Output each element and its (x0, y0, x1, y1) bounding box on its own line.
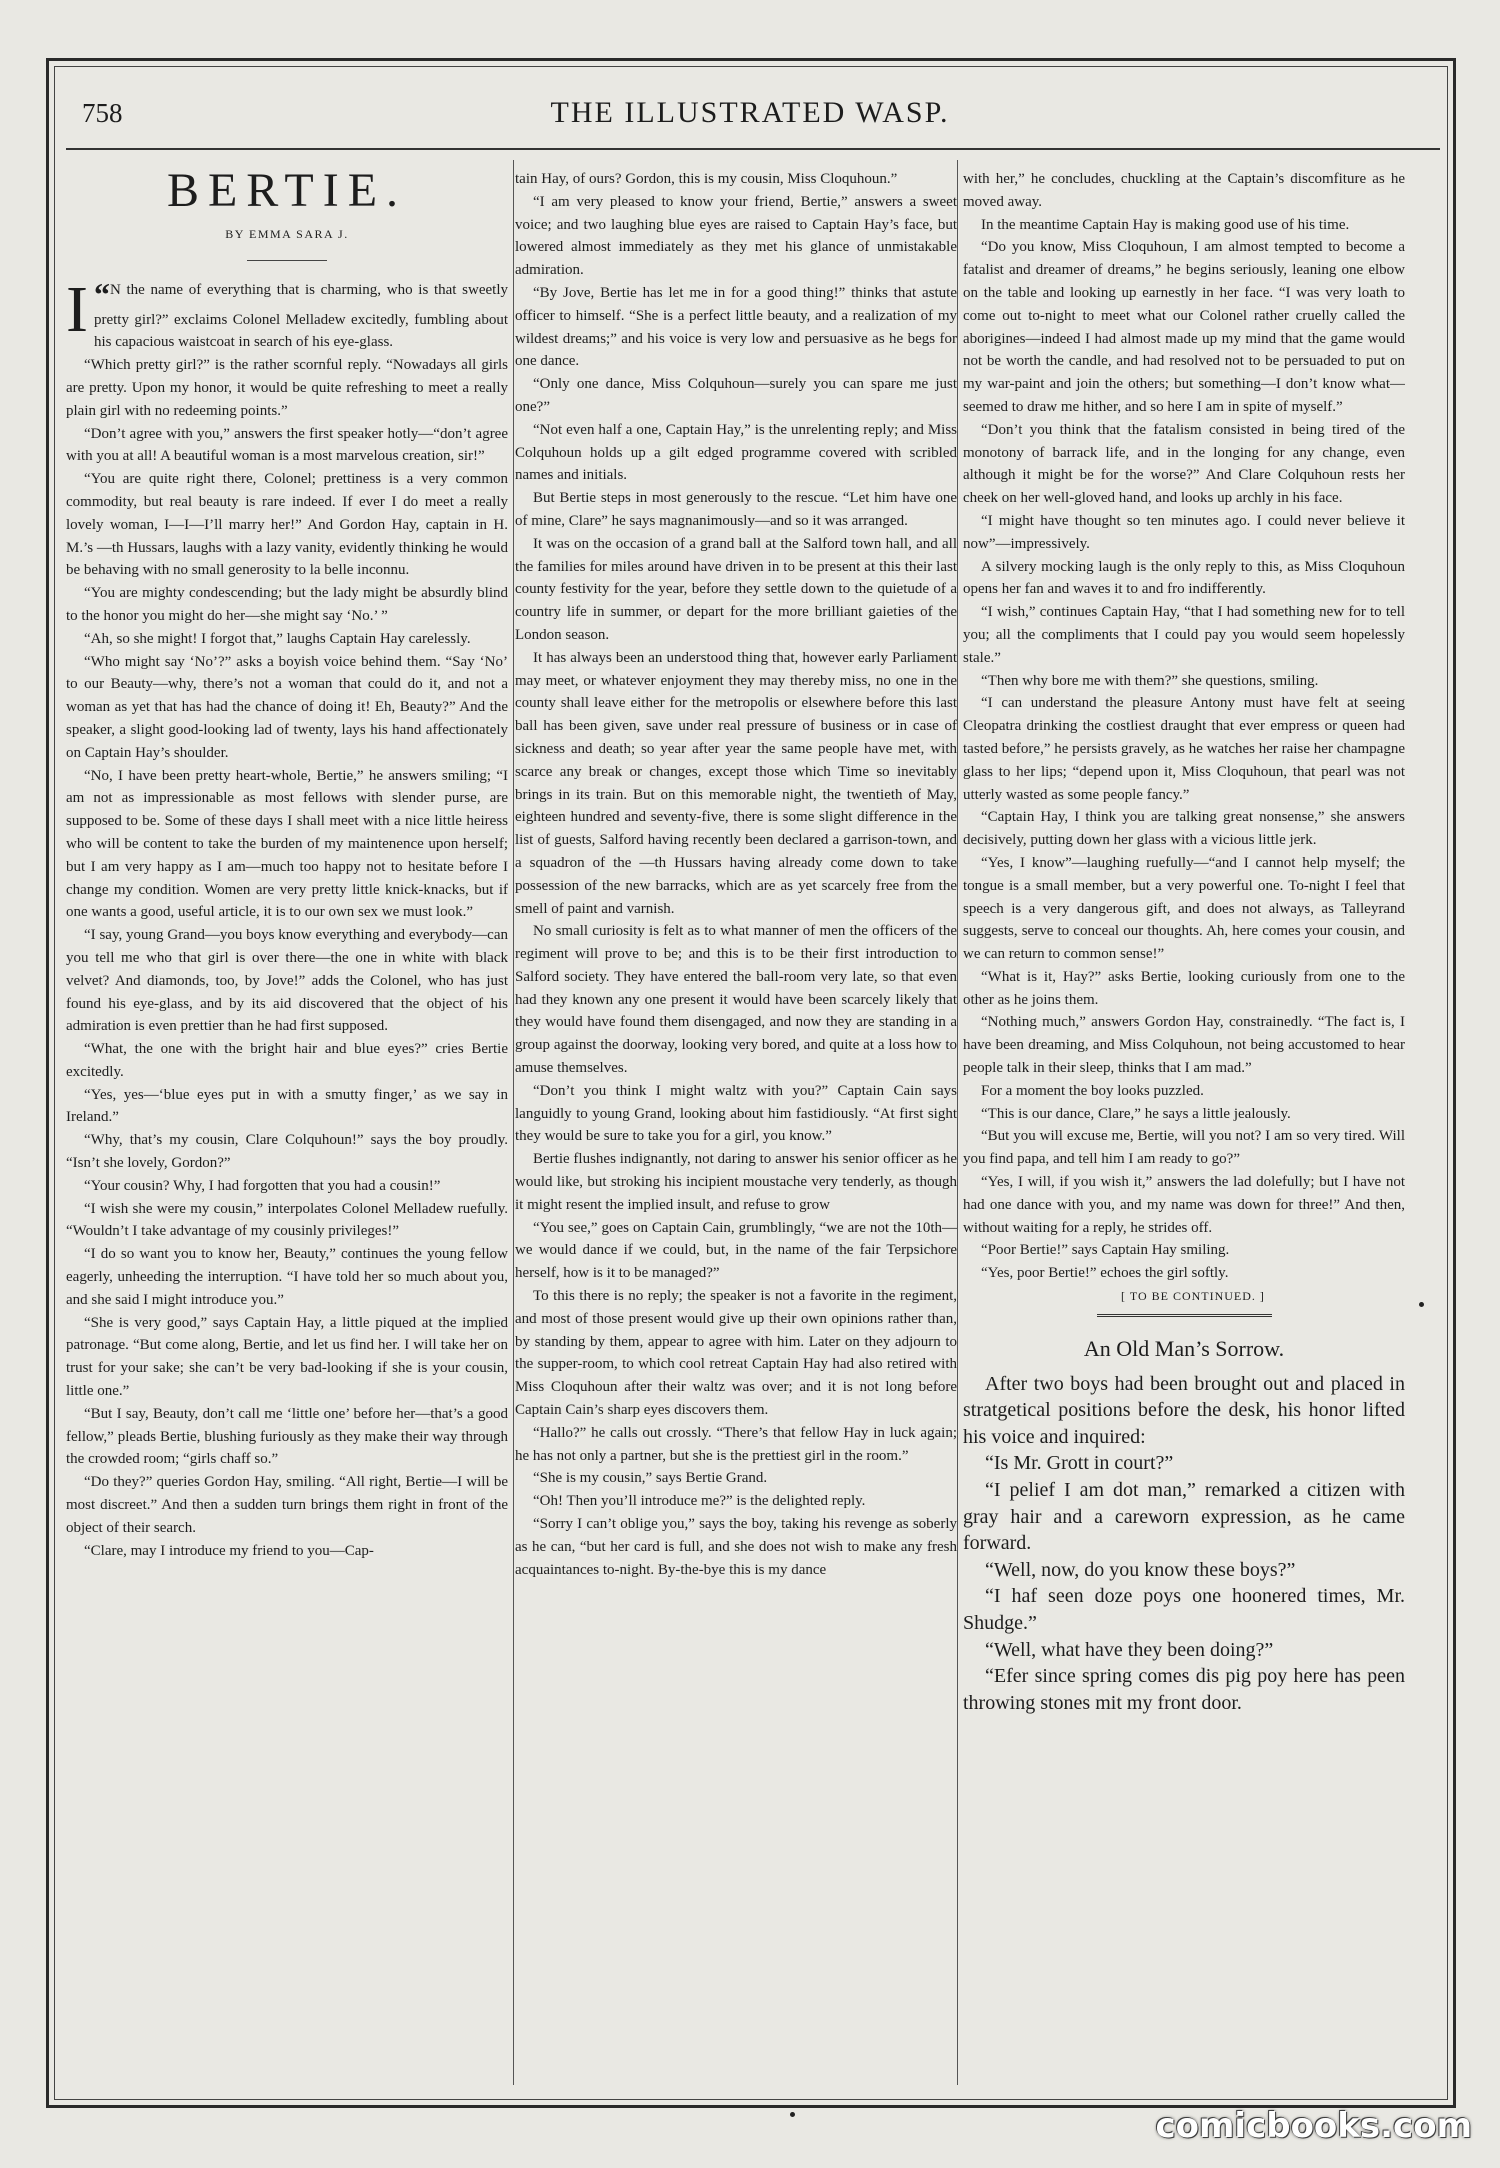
article-paragraph: But Bertie steps in most generously to the rescue. “Let him have one of mine, Clare” he says magnanimously—and so it was arranged. (515, 490, 957, 529)
article-paragraph: “Don’t you think that the fatalism consisted in being tired of the monotony of barrack life, and in the longing for any change, even although it might be for the worse?” And Clare Colquhoun rests her cheek on her well-gloved hand, and looks up archly in his face. (963, 421, 1405, 507)
article-paragraph: “You are mighty condescending; but the lady might be absurdly blind to the honor you might do her—she might say ‘No.’ ” (66, 585, 508, 624)
article-paragraph: “Yes, poor Bertie!” echoes the girl softly. (981, 1265, 1229, 1282)
article-paragraph: “You are quite right there, Colonel; prettiness is a very common commodity, but real beauty is rare indeed. If ever I do meet a really lovely woman, I—I—I’ll marry her!” And Gordon Hay, captain in H. M.’s —th Hussars, laughs with a lazy vanity, evidently thinking he would be behaving with no small generosity to la belle inconnu. (66, 471, 508, 579)
article-paragraph: Bertie flushes indignantly, not daring to answer his senior officer as he would like, but stroking his incipient moustache very tenderly, as though it might resent the implied insult, and refuse to grow (515, 1151, 957, 1213)
article-paragraph: “Yes, I know”—laughing ruefully—“and I cannot help myself; the tongue is a small member, but a very powerful one. To-night I feel that speech is a very dangerous gift, and does not always, as Talleyrand suggests, serve to conceal our thoughts. Ah, here comes your cousin, and we can return to common sense!” (963, 854, 1405, 963)
article-column-3 (963, 168, 1405, 2088)
opening-text: N the name of everything that is charming, who is that sweetly pretty girl?” exclaims Colonel Melladew excitedly, fumbling about his capacious waistcoat in search of his eye-glass. (93, 281, 508, 351)
article-paragraph: “Do you know, Miss Cloquhoun, I am almost tempted to become a fatalist and dreamer of dreams,” he begins seriously, leaning one elbow on the table and looking up earnestly in her face. “I was very loath to come out to-night to meet what our Colonel rather cruelly called the aborigines—indeed I had almost made up my mind that the game would not be worth the candle, and had resolved not to be persuaded to put on my war-paint and join the others; but something—I don’t know what—seemed to draw me hither, and so here I am in spite of myself.” (963, 239, 1405, 415)
column-1-body (66, 354, 508, 1562)
article-paragraph: “Captain Hay, I think you are talking great nonsense,” she answers decisively, putting down her glass with a vicious little jerk. (963, 809, 1405, 849)
story-title: An Old Man’s Sorrow. (1083, 1335, 1285, 1361)
article-paragraph: “This is our dance, Clare,” he says a little jealously. (981, 1105, 1291, 1122)
opening-quote: “ (93, 275, 110, 312)
article-paragraph: “Why, that’s my cousin, Clare Colquhoun!” says the boy proudly. “Isn’t she lovely, Gordon?” (66, 1132, 508, 1172)
story-paragraph: “Is Mr. Grott in court?” (985, 1452, 1174, 1475)
byline-rule (247, 260, 327, 261)
article-paragraph: “Sorry I can’t oblige you,” says the boy, taking his revenge as soberly as he can, “but her card is full, and she does not wish to make any fresh acquaintances to-night. By-the-bye this is my dance (515, 1516, 957, 1578)
header-rule (66, 148, 1440, 150)
article-paragraph: “But you will excuse me, Bertie, will you not? I am so very tired. Will you find papa, and tell him I am ready to go?” (963, 1128, 1405, 1168)
article-paragraph: In the meantime Captain Hay is making good use of his time. (981, 216, 1350, 233)
article-paragraph: “By Jove, Bertie has let me in for a good thing!” thinks that astute officer to himself. “She is a perfect little beauty, and a realization of my wildest dreams;” and his voice is very low and persuasive as he begs for one dance. (515, 284, 957, 370)
article-paragraph: “Poor Bertie!” says Captain Hay smiling. (981, 1242, 1230, 1259)
story-paragraph: After two boys had been brought out and placed in stratgetical positions before the desk, his honor lifted his voice and inquired: (963, 1372, 1405, 1448)
article-paragraph: “She is my cousin,” says Bertie Grand. (533, 1470, 768, 1487)
article-column-2 (515, 168, 957, 2088)
section-divider (1097, 1314, 1272, 1320)
column-divider-1 (513, 160, 514, 2085)
article-paragraph: “Not even half a one, Captain Hay,” is the unrelenting reply; and Miss Colquhoun holds up a gilt edged programme covered with scribled names and initials. (515, 421, 957, 484)
article-paragraph: “I am very pleased to know your friend, Bertie,” answers a sweet voice; and two laughing blue eyes are raised to Captain Hay’s face, but lowered almost immediately as they met his glance of unmistakable admiration. (515, 193, 957, 279)
column-3-body (963, 168, 1405, 1285)
story-body (963, 1371, 1405, 1717)
watermark-logo: comicbooks.com (1155, 2106, 1472, 2146)
article-paragraph: It has always been an understood thing that, however early Parliament may meet, or whatever enjoyment they may thereby miss, no one in the county shall leave either for the metropolis or elsewhere before this last ball has been given, save under real pressure of business or in case of sickness and death; so year after year the same people have met, with scarce any break or changes, except those which Time so inevitably brings in its train. But on this memorable night, the twentieth of May, eighteen hundred and seventy-five, there is some slight difference in the list of guests, Salford having recently been declared a garrison-town, and a squadron of the —th Hussars having already come down to take possession of the new barracks, which are as yet scarcely free from the smell of paint and varnish. (515, 649, 957, 917)
article-paragraph: tain Hay, of ours? Gordon, this is my cousin, Miss Cloquhoun.” (515, 171, 898, 187)
article-paragraph: “Don’t agree with you,” answers the first speaker hotly—“don’t agree with you at all! A beautiful woman is a most marvelous creation, sir!” (66, 425, 508, 465)
article-paragraph: For a moment the boy looks puzzled. (981, 1082, 1204, 1099)
article-paragraph: “I wish she were my cousin,” interpolates Colonel Melladew ruefully. “Wouldn’t I take advantage of my cousinly privileges!” (66, 1200, 508, 1240)
drop-cap: I (66, 272, 88, 346)
article-paragraph: “No, I have been pretty heart-whole, Bertie,” he answers smiling; “I am not as impressionable as most fellows with slender purse, are supposed to be. Some of these days I shall meet with a nice little heiress who will be content to take the burden of my maintenence upon herself; but I am very happy as I am—much too happy not to hesitate before I change my condition. Women are very pretty little knick-knacks, but if one wants a good, useful article, it is to our own sex we must look.” (66, 767, 508, 921)
article-paragraph: “What is it, Hay?” asks Bertie, looking curiously from one to the other as he joins them. (963, 968, 1405, 1008)
column-divider-2 (957, 160, 958, 2085)
to-be-continued: [ TO BE CONTINUED. ] (1121, 1289, 1265, 1304)
article-paragraph: “You see,” goes on Captain Cain, grumblingly, “we are not the 10th—we would dance if we could, but, in the name of the fair Terpsichore herself, how is it to be managed?” (515, 1219, 957, 1282)
article-paragraph: “Which pretty girl?” is the rather scornful reply. “Nowadays all girls are pretty. Upon my honor, it would be quite refreshing to meet a really plain girl with no redeeming points.” (66, 357, 508, 419)
article-column-1 (66, 168, 508, 2088)
article-paragraph: “Nothing much,” answers Gordon Hay, constrainedly. “The fact is, I have been dreaming, and Miss Colquhoun, not being accustomed to hear people talk in their sleep, thinks that I am mad.” (963, 1014, 1405, 1077)
opening-paragraph (66, 272, 508, 355)
column-2-body (515, 168, 957, 1581)
article-paragraph: “She is very good,” says Captain Hay, a little piqued at the implied patronage. “But come along, Bertie, and let us find her. I will take her on trust for your sake; she can’t be very bad-looking if she is your cousin, little one.” (66, 1314, 508, 1400)
article-title: BERTIE. (166, 168, 408, 217)
article-paragraph: “I say, young Grand—you boys know everything and everybody—can you tell me who that girl is over there—the one in white with black velvet? And diamonds, too, by Jove!” adds the Colonel, who has just found his eye-glass, and by its aid discovered that the object of his admiration is even prettier than he had first supposed. (66, 927, 508, 1035)
article-paragraph: “Only one dance, Miss Colquhoun—surely you can spare me just one?” (515, 376, 957, 415)
article-paragraph: A silvery mocking laugh is the only reply to this, as Miss Cloquhoun opens her fan and waves it to and fro indifferently. (963, 558, 1405, 598)
article-paragraph: “Hallo?” he calls out crossly. “There’s that fellow Hay in luck again; he has not only a partner, but she is the prettiest girl in the room.” (515, 1424, 957, 1464)
article-paragraph: “Clare, may I introduce my friend to you—Cap- (84, 1542, 374, 1559)
article-paragraph: “But I say, Beauty, don’t call me ‘little one’ before her—that’s a good fellow,” pleads Bertie, blushing furiously as they make their way through the crowded room; “girls chaff so.” (66, 1405, 508, 1468)
article-paragraph: “I can understand the pleasure Antony must have felt at seeing Cleopatra drinking the costliest draught that ever empress or queen had tasted before,” he persists gravely, as he watches her raise her champagne glass to her lips; “depend upon it, Miss Cloquhoun, that pearl was not utterly wasted as some people fancy.” (963, 695, 1405, 803)
article-paragraph: “Yes, yes—‘blue eyes put in with a smutty finger,’ as we say in Ireland.” (66, 1086, 508, 1126)
article-paragraph: “Oh! Then you’ll introduce me?” is the delighted reply. (533, 1493, 866, 1510)
running-title: THE ILLUSTRATED WASP. (550, 96, 950, 129)
story-paragraph: “Well, now, do you know these boys?” (985, 1558, 1296, 1581)
story-paragraph: “Efer since spring comes dis pig poy here has peen throwing stones mit my front door. (963, 1665, 1405, 1714)
article-byline: BY EMMA SARA J. (225, 226, 349, 241)
article-paragraph: “Ah, so she might! I forgot that,” laughs Captain Hay carelessly. (84, 630, 471, 647)
article-paragraph: “What, the one with the bright hair and blue eyes?” cries Bertie excitedly. (66, 1041, 508, 1080)
article-paragraph: “Your cousin? Why, I had forgotten that you had a cousin!” (84, 1177, 441, 1194)
story-paragraph: “I haf seen doze poys one hoonered times, Mr. Shudge.” (963, 1585, 1405, 1634)
margin-dot (1419, 1302, 1424, 1307)
article-paragraph: “Then why bore me with them?” she questions, smiling. (981, 672, 1319, 689)
article-paragraph: “I wish,” continues Captain Hay, “that I had something new for to tell you; all the compliments that I could pay you would seem hopelessly stale.” (963, 604, 1405, 666)
article-paragraph: “Who might say ‘No’?” asks a boyish voice behind them. “Say ‘No’ to our Beauty—why, there’s not a woman that could do it, and not a woman as yet that has had the chance of doing it! Eh, Beauty?” And the speaker, a slight good-looking lad of twenty, lays his hand affectionately on Captain Hay’s shoulder. (66, 653, 508, 761)
article-paragraph: “I might have thought so ten minutes ago. I could never believe it now”—impressively. (963, 512, 1405, 552)
article-paragraph: “I do so want you to know her, Beauty,” continues the young fellow eagerly, unheeding the interruption. “I have told her so much about you, and she said I might introduce you.” (66, 1246, 508, 1308)
article-paragraph: No small curiosity is felt as to what manner of men the officers of the regiment will prove to be; and this is to be their first introduction to Salford society. They have entered the ball-room very late, so that even had they known any one present it would have been scarcely likely that they would have found them disengaged, and now they are standing in a group against the doorway, looking very bored, and quite at a loss how to amuse themselves. (515, 923, 957, 1077)
article-paragraph: It was on the occasion of a grand ball at the Salford town hall, and all the families for miles around have driven in to be present at this their last county festivity for the year, before they settle down to the quietude of a country life in summer, or depart for the more brilliant gaieties of the London season. (515, 535, 957, 643)
article-paragraph: “Do they?” queries Gordon Hay, smiling. “All right, Bertie—I will be most discreet.” And then a sudden turn brings them right in front of the object of their search. (66, 1474, 508, 1536)
margin-dot (790, 2112, 795, 2117)
article-paragraph: with her,” he concludes, chuckling at the Captain’s discomfiture as he moved away. (963, 171, 1405, 210)
article-paragraph: To this there is no reply; the speaker is not a favorite in the regiment, and most of those present would give up their own opinions rather than, by standing by them, appear to agree with him. Later on they adjourn to the supper-room, to which cool retreat Captain Hay had also retired with Miss Cloquhoun after their waltz was over; and it is not long before Captain Cain’s sharp eyes discovers them. (515, 1288, 957, 1419)
story-paragraph: “Well, what have they been doing?” (985, 1638, 1274, 1661)
article-paragraph: “Don’t you think I might waltz with you?” Captain Cain says languidly to young Grand, looking about him fastidiously. “At first sight they would be sure to take you for a girl, you know.” (515, 1082, 957, 1145)
article-paragraph: “Yes, I will, if you wish it,” answers the lad dolefully; but I have not had one dance with you, and my name was down for three!” And then, without waiting for a reply, he strides off. (963, 1174, 1405, 1236)
story-paragraph: “I pelief I am dot man,” remarked a citizen with gray hair and a careworn expression, as he came forward. (963, 1479, 1405, 1555)
page-number: 758 (82, 98, 123, 128)
